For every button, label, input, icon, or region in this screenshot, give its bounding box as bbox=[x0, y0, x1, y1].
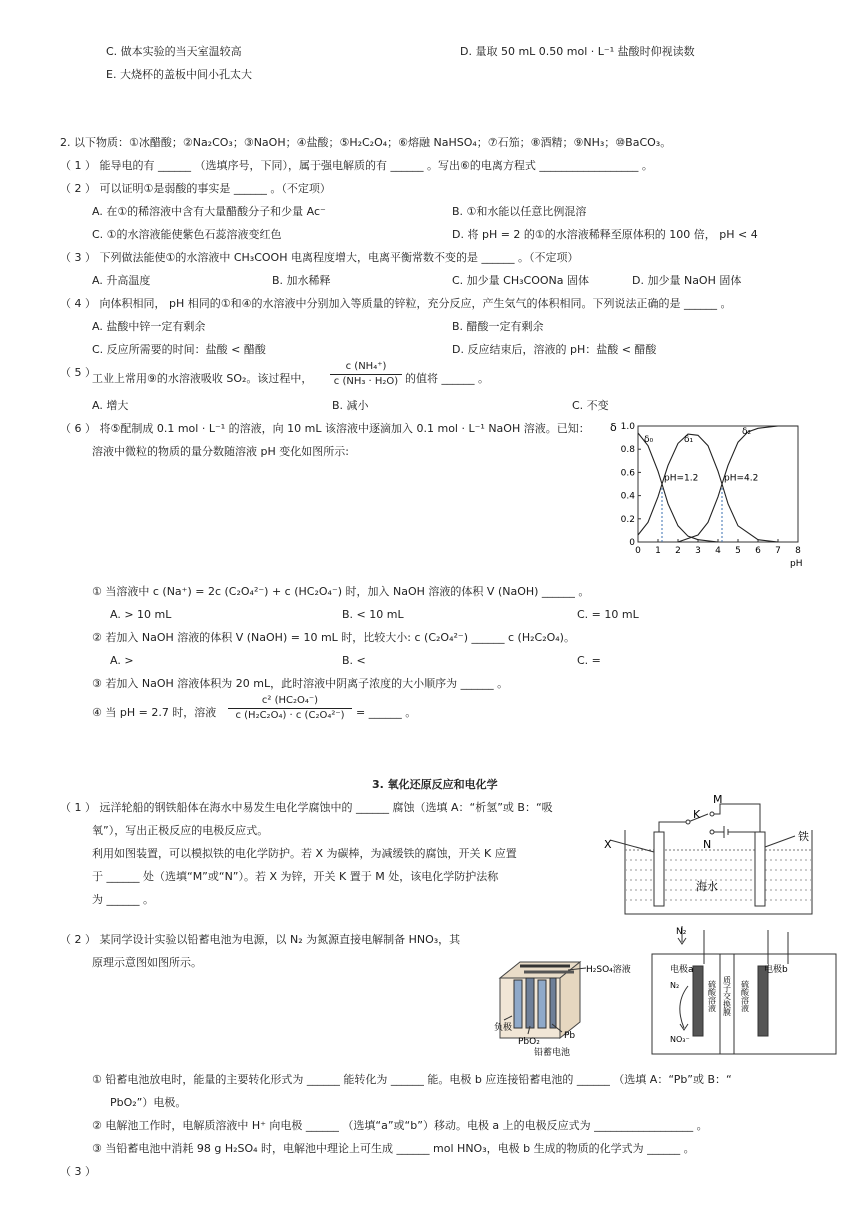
x-tick-label: 7 bbox=[775, 546, 781, 556]
q2-part6-line2: 溶液中微粒的物质的量分数随溶液 pH 变化如图所示: bbox=[92, 445, 349, 458]
label-m: M bbox=[713, 793, 723, 806]
q3-sub3: ③ 当铅蓄电池中消耗 98 g H₂SO₄ 时，电解池中理论上可生成 ______ mol HNO₃，电极 b 生成的物质的化学式为 ______ 。 bbox=[92, 1142, 695, 1155]
q3-part3: （ 3 ） bbox=[60, 1165, 96, 1178]
q3-sub1-line2: PbO₂”）电极。 bbox=[110, 1096, 187, 1109]
pbo2-plate bbox=[514, 980, 522, 1028]
x-tick-label: 8 bbox=[795, 546, 801, 556]
electrode-x bbox=[654, 832, 664, 906]
label-battery: 铅蓄电池 bbox=[534, 1048, 571, 1058]
q2-part3: （ 3 ） 下列做法能使①的水溶液中 CH₃COOH 电离程度增大，电离平衡常数不变的是 ______ 。（不定项） bbox=[60, 251, 579, 264]
q2-part4-option-a: A. 盐酸中锌一定有剩余 bbox=[92, 320, 206, 333]
y-tick-label: 0.2 bbox=[620, 514, 635, 525]
q2-part4-option-d: D. 反应结束后，溶液的 pH：盐酸 < 醋酸 bbox=[452, 343, 657, 356]
label-negative: 负极 bbox=[494, 1023, 513, 1033]
x-tick-label: 3 bbox=[695, 546, 701, 556]
q3-part1-line2: 氧”），写出正极反应的电极反应式。 bbox=[92, 824, 269, 837]
label-n: N bbox=[703, 838, 712, 851]
q2-sub1-option-b: B. < 10 mL bbox=[342, 608, 404, 621]
fraction-denominator: c (NH₃ · H₂O) bbox=[333, 376, 399, 387]
q2-sub1-option-c: C. = 10 mL bbox=[577, 608, 639, 621]
q3-part1-line4: 于 ______ 处（选填“M”或“N”）。若 X 为锌，开关 K 置于 M 处，该电化学防护法称 bbox=[92, 870, 499, 883]
q2-sub2-option-a: A. > bbox=[110, 654, 134, 667]
q2-sub2-option-b: B. < bbox=[342, 654, 366, 667]
q2-part3-option-b: B. 加水稀释 bbox=[272, 274, 331, 287]
x-tick-label: 5 bbox=[735, 546, 741, 556]
x-tick-label: 1 bbox=[655, 546, 661, 556]
iron-electrode bbox=[755, 832, 765, 906]
fraction-numerator: c (NH₄⁺) bbox=[330, 360, 402, 375]
q3-sub1-line1: ① 铅蓄电池放电时，能量的主要转化形式为 ______ 能转化为 ______ 能。电极 b 应连接铅蓄电池的 ______ （选填 A：“Pb”或 B：“ bbox=[92, 1073, 732, 1086]
series-label: δ₀ bbox=[644, 435, 654, 446]
series-line-1 bbox=[638, 434, 778, 542]
electrolysis-cell-diagram bbox=[648, 924, 848, 1060]
q2-part5-option-c: C. 不变 bbox=[572, 399, 609, 412]
q3-part1-line3: 利用如图装置，可以模拟铁的电化学防护。若 X 为碳棒，为减缓铁的腐蚀，开关 K 应置 bbox=[92, 847, 517, 860]
y-tick-label: 0.6 bbox=[620, 468, 635, 479]
q2-part1: （ 1 ） 能导电的有 ______ （选填序号，下同），属于强电解质的有 ______ 。写出⑥的电离方程式 __________________ 。 bbox=[60, 159, 653, 172]
label-no3: NO₃⁻ bbox=[670, 1035, 690, 1044]
fraction-numerator: c² (HC₂O₄⁻) bbox=[228, 694, 352, 709]
q2-part5-option-a: A. 增大 bbox=[92, 399, 129, 412]
label-electrode-a: 电极a bbox=[670, 965, 694, 975]
label-h2so4: H₂SO₄溶液 bbox=[586, 965, 631, 975]
q3-sub2: ② 电解池工作时，电解质溶液中 H⁺ 向电极 ______ （选填“a”或“b”）移动。电极 a 上的电极反应式为 __________________ 。 bbox=[92, 1119, 708, 1132]
q2-sub4-fraction bbox=[228, 694, 352, 723]
series-label: δ₁ bbox=[684, 435, 694, 446]
q2-part6-line1: （ 6 ） 将⑤配制成 0.1 mol · L⁻¹ 的溶液，向 10 mL 该溶液中逐滴加入 0.1 mol · L⁻¹ NaOH 溶液。已知： bbox=[60, 422, 590, 435]
q2-part2-option-b: B. ①和水能以任意比例混溶 bbox=[452, 205, 587, 218]
q3-part2-line1: （ 2 ） 某同学设计实验以铅蓄电池为电源，以 N₂ 为氮源直接电解制备 HNO₃，其 bbox=[60, 933, 461, 946]
electrode-b bbox=[758, 966, 768, 1036]
chart-xlabel: pH bbox=[790, 559, 803, 569]
q2-sub2-option-c: C. = bbox=[577, 654, 601, 667]
label-pbo2: PbO₂ bbox=[518, 1037, 540, 1047]
option-c: C. 做本实验的当天室温较高 bbox=[106, 45, 242, 58]
q3-part2-line2: 原理示意图如图所示。 bbox=[92, 956, 202, 969]
label-n2-inlet: N₂ bbox=[676, 927, 687, 937]
fraction-denominator: c (H₂C₂O₄) · c (C₂O₄²⁻) bbox=[235, 710, 345, 721]
label-n2: N₂ bbox=[670, 981, 680, 990]
lead-battery-diagram bbox=[490, 948, 640, 1060]
y-tick-label: 1.0 bbox=[620, 422, 635, 432]
q2-part5-fraction bbox=[330, 360, 402, 389]
label-acid-right: 硫酸溶液 bbox=[740, 980, 750, 1012]
label-acid-left: 硫酸溶液 bbox=[707, 980, 717, 1012]
distribution-chart bbox=[600, 418, 812, 570]
q3-part1-line1: （ 1 ） 远洋轮船的钢铁船体在海水中易发生电化学腐蚀中的 ______ 腐蚀（选填 A：“析氢”或 B：“吸 bbox=[60, 801, 553, 814]
q2-part2-option-d: D. 将 pH = 2 的①的水溶液稀释至原体积的 100 倍， pH < 4 bbox=[452, 228, 758, 241]
y-tick-label: 0.8 bbox=[620, 445, 635, 456]
label-pb: Pb bbox=[564, 1031, 576, 1041]
q3-part1-line5: 为 ______ 。 bbox=[92, 893, 154, 906]
label-iron: 铁 bbox=[798, 830, 809, 843]
q2-part2: （ 2 ） 可以证明①是弱酸的事实是 ______ 。（不定项） bbox=[60, 182, 331, 195]
q2-part3-option-a: A. 升高温度 bbox=[92, 274, 151, 287]
label-seawater: 海水 bbox=[696, 880, 718, 893]
q2-part5-label: （ 5 ） bbox=[60, 366, 96, 379]
label-membrane: 质子交换膜 bbox=[722, 976, 732, 1016]
x-tick-label: 2 bbox=[675, 546, 681, 556]
x-tick-label: 0 bbox=[635, 546, 641, 556]
q3-title: 3. 氧化还原反应和电化学 bbox=[372, 778, 498, 791]
q2-part4-option-c: C. 反应所需要的时间：盐酸 < 醋酸 bbox=[92, 343, 266, 356]
q2-part5-option-b: B. 减小 bbox=[332, 399, 369, 412]
q2-part4: （ 4 ） 向体积相同， pH 相同的①和④的水溶液中分别加入等质量的锌粒，充分反应，产生気气的体积相同。下列说法正确的是 ______ 。 bbox=[60, 297, 732, 310]
electrode-a bbox=[693, 966, 703, 1036]
q2-part2-option-c: C. ①的水溶液能使紫色石蕊溶液变红色 bbox=[92, 228, 282, 241]
q2-sub2: ② 若加入 NaOH 溶液的体积 V (NaOH) = 10 mL 时，比较大小: c (C₂O₄²⁻) ______ c (H₂C₂O₄)。 bbox=[92, 631, 575, 644]
q2-sub4-text: ④ 当 pH = 2.7 时，溶液 bbox=[92, 706, 217, 719]
q2-sub4-tail: = ______ 。 bbox=[356, 706, 417, 719]
q2-sub1-option-a: A. > 10 mL bbox=[110, 608, 172, 621]
x-tick-label: 4 bbox=[715, 546, 721, 556]
q2-part4-option-b: B. 醋酸一定有剩余 bbox=[452, 320, 544, 333]
y-tick-label: 0 bbox=[629, 538, 635, 548]
q2-sub1: ① 当溶液中 c (Na⁺) = 2c (C₂O₄²⁻) + c (HC₂O₄⁻) 时，加入 NaOH 溶液的体积 V (NaOH) ______ 。 bbox=[92, 585, 590, 598]
q2-part5-text: 工业上常用⑨的水溶液吸收 SO₂。该过程中， bbox=[92, 372, 313, 385]
y-tick-label: 0.4 bbox=[620, 491, 635, 502]
label-x: X bbox=[604, 838, 612, 851]
seawater bbox=[625, 850, 812, 900]
q2-sub3: ③ 若加入 NaOH 溶液体积为 20 mL，此时溶液中阴离子浓度的大小顺序为 ______ 。 bbox=[92, 677, 509, 690]
series-label: δ₂ bbox=[742, 427, 752, 438]
q2-part3-option-c: C. 加少量 CH₃COONa 固体 bbox=[452, 274, 589, 287]
x-tick-label: 6 bbox=[755, 546, 761, 556]
q2-stem: 2. 以下物质：①冰醋酸；②Na₂CO₃；③NaOH；④盐酸；⑤H₂C₂O₄；⑥熔融 NaHSO₄；⑦石笳；⑧酒精；⑨NH₃；⑩BaCO₃。 bbox=[60, 136, 672, 149]
chart-ylabel: δ bbox=[610, 421, 617, 434]
q2-part3-option-d: D. 加少量 NaOH 固体 bbox=[632, 274, 742, 287]
label-k: K bbox=[693, 808, 701, 821]
option-d: D. 量取 50 mL 0.50 mol · L⁻¹ 盐酸时仰视读数 bbox=[460, 45, 695, 58]
q2-part5-tail: 的值将 ______ 。 bbox=[405, 372, 489, 385]
pka-annotation: pH=4.2 bbox=[724, 473, 759, 484]
pka-annotation: pH=1.2 bbox=[664, 473, 699, 484]
option-e: E. 大烧杯的盖板中间小孔太大 bbox=[106, 68, 252, 81]
corrosion-cell-diagram bbox=[600, 792, 820, 922]
pb-plate bbox=[538, 980, 546, 1028]
q2-part2-option-a: A. 在①的稀溶液中含有大量醋酸分子和少量 Ac⁻ bbox=[92, 205, 326, 218]
label-electrode-b: 电极b bbox=[764, 965, 788, 975]
